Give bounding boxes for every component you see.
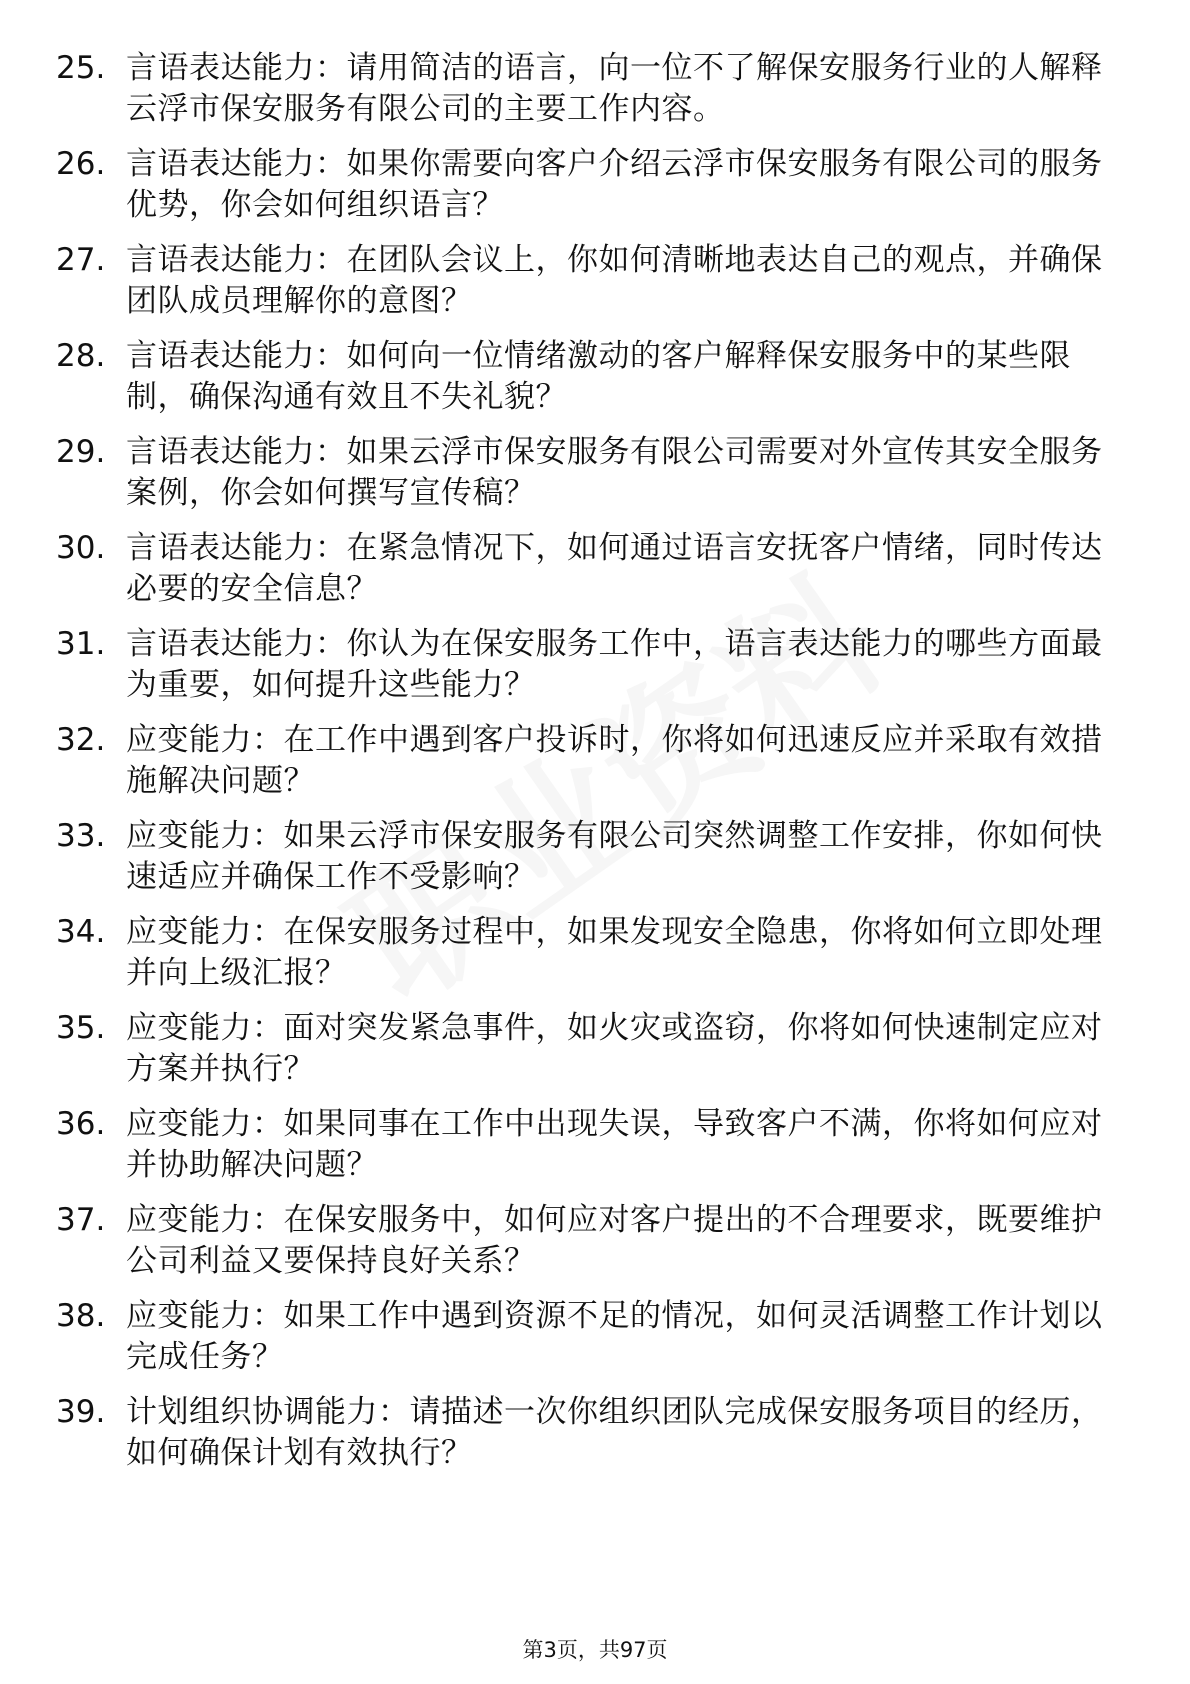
question-number: 27. [56, 242, 106, 278]
question-item [0, 144, 1190, 240]
question-item [0, 1104, 1190, 1200]
question-item [0, 1296, 1190, 1392]
question-text: 言语表达能力：你认为在保安服务工作中，语言表达能力的哪些方面最为重要，如何提升这些能力？ [126, 626, 1103, 703]
question-number: 36. [56, 1106, 106, 1142]
question-item [0, 912, 1190, 1008]
question-text: 言语表达能力：如何向一位情绪激动的客户解释保安服务中的某些限制，确保沟通有效且不失礼貌？ [126, 338, 1071, 415]
question-item [0, 1392, 1190, 1488]
page-number: 第3页，共97页 [522, 1638, 668, 1662]
question-text: 应变能力：如果同事在工作中出现失误，导致客户不满，你将如何应对并协助解决问题？ [126, 1106, 1103, 1183]
question-number: 33. [56, 818, 106, 854]
question-text: 言语表达能力：在团队会议上，你如何清晰地表达自己的观点，并确保团队成员理解你的意图？ [126, 242, 1103, 319]
question-text: 应变能力：在保安服务中，如何应对客户提出的不合理要求，既要维护公司利益又要保持良好关系？ [126, 1202, 1103, 1279]
question-text: 应变能力：如果工作中遇到资源不足的情况，如何灵活调整工作计划以完成任务？ [126, 1298, 1103, 1375]
question-item [0, 528, 1190, 624]
question-item [0, 720, 1190, 816]
question-number: 31. [56, 626, 106, 662]
question-item [0, 816, 1190, 912]
question-number: 29. [56, 434, 106, 470]
question-text: 言语表达能力：如果你需要向客户介绍云浮市保安服务有限公司的服务优势，你会如何组织语言？ [126, 146, 1103, 223]
question-text: 言语表达能力：请用简洁的语言，向一位不了解保安服务行业的人解释云浮市保安服务有限公司的主要工作内容。 [126, 50, 1103, 127]
question-text: 言语表达能力：如果云浮市保安服务有限公司需要对外宣传其安全服务案例，你会如何撰写宣传稿？ [126, 434, 1103, 511]
question-item [0, 48, 1190, 144]
question-number: 39. [56, 1394, 106, 1430]
question-number: 25. [56, 50, 106, 86]
question-text: 应变能力：如果云浮市保安服务有限公司突然调整工作安排，你如何快速适应并确保工作不受影响？ [126, 818, 1103, 895]
question-number: 37. [56, 1202, 106, 1238]
question-item [0, 240, 1190, 336]
question-item [0, 1008, 1190, 1104]
question-item [0, 432, 1190, 528]
question-number: 32. [56, 722, 106, 758]
question-item [0, 624, 1190, 720]
question-number: 38. [56, 1298, 106, 1334]
question-number: 26. [56, 146, 106, 182]
question-number: 28. [56, 338, 106, 374]
question-text: 应变能力：面对突发紧急事件，如火灾或盗窃，你将如何快速制定应对方案并执行？ [126, 1010, 1103, 1087]
question-text: 计划组织协调能力：请描述一次你组织团队完成保安服务项目的经历，如何确保计划有效执行？ [126, 1394, 1103, 1471]
question-number: 34. [56, 914, 106, 950]
question-text: 言语表达能力：在紧急情况下，如何通过语言安抚客户情绪，同时传达必要的安全信息？ [126, 530, 1103, 607]
question-number: 35. [56, 1010, 106, 1046]
question-item [0, 1200, 1190, 1296]
question-text: 应变能力：在工作中遇到客户投诉时，你将如何迅速反应并采取有效措施解决问题？ [126, 722, 1103, 799]
question-item [0, 336, 1190, 432]
question-number: 30. [56, 530, 106, 566]
question-text: 应变能力：在保安服务过程中，如果发现安全隐患，你将如何立即处理并向上级汇报？ [126, 914, 1103, 991]
